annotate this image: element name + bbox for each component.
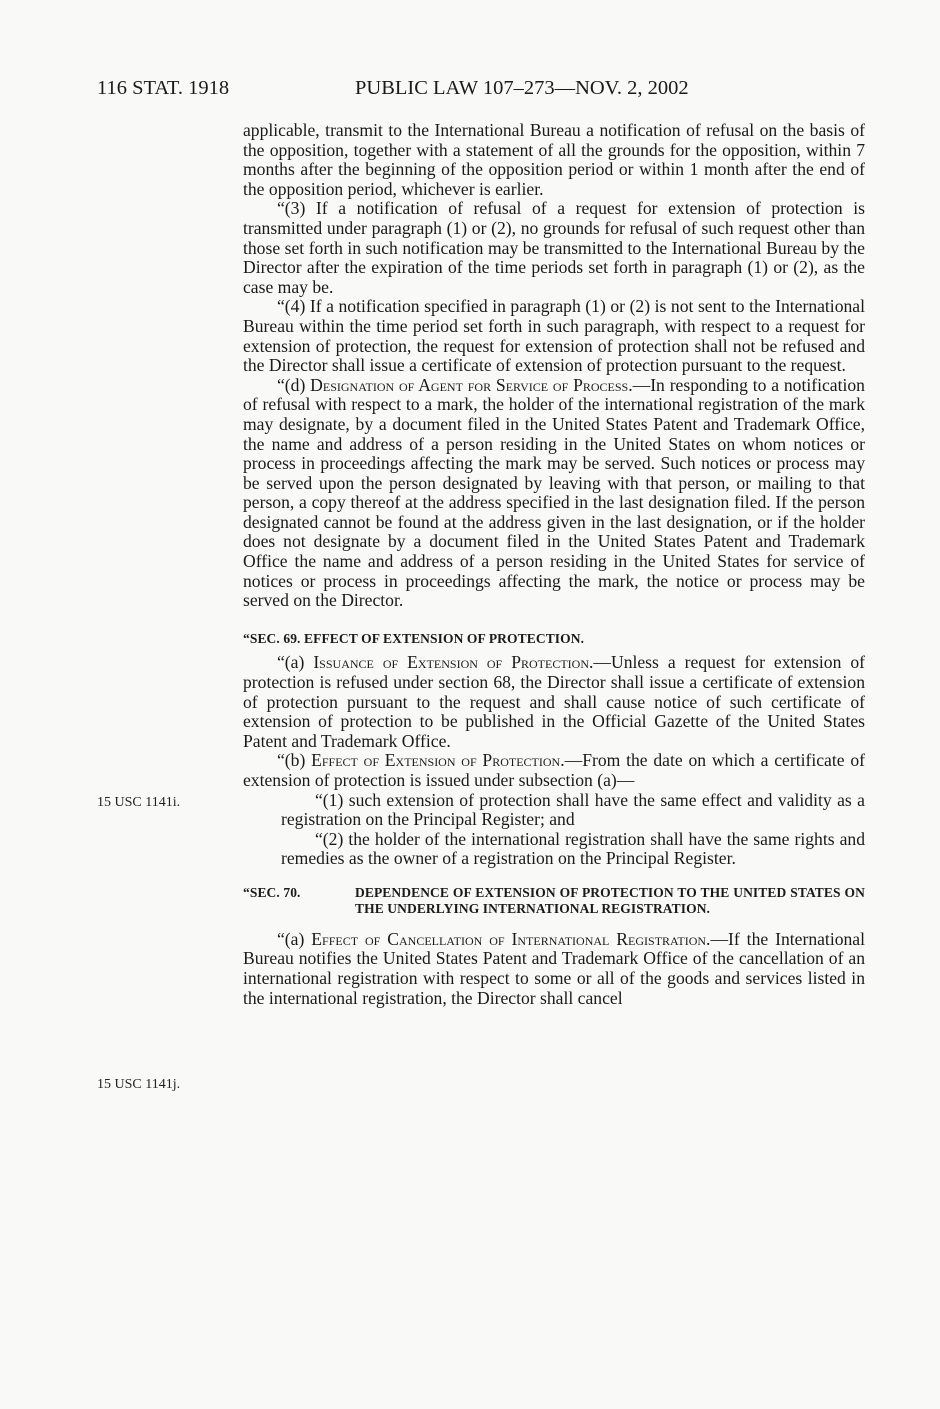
subsection-d-text: —In responding to a notification of refusal with respect to a mark, the holder of the international registration of the mark may designate, by a document filed in the United States Patent and Trademark Office, the name and address of a person residing in the United States on whom notices or process in proceedings affecting the mark may be served. Such notices or process may be served upon the person designated by leaving with that person, or mailing to that person, a copy thereof at the address specified in the last designation filed. If the person designated cannot be found at the address given in the last designation, or if the holder does not designate by a document filed in the United States Patent and Trademark Office the name and address of a person residing in the United States for service of notices or process in proceedings affecting the mark, the notice or process may be served on the Director. — [243, 374, 865, 611]
paragraph-69b1: “(1) such extension of protection shall have the same effect and validity as a registration on the Principal Register; and — [281, 789, 865, 830]
subsection-d — [243, 376, 865, 611]
paragraph-4: “(4) If a notification specified in paragraph (1) or (2) is not sent to the International Bureau within the time period set forth in such paragraph, with respect to a request for extension of protection, the request for extension of protection shall not be refused and the Director shall issue a certificate of extension of protection pursuant to the request. — [243, 296, 865, 376]
section-70-label: “SEC. 70. — [243, 884, 301, 900]
subsection-70a-heading: Effect of Cancellation of International Registration. — [311, 928, 711, 949]
subsection-70a-text: —If the International Bureau notifies the United States Patent and Trademark Office of the cancellation of an international registration with respect to some or all of the goods and services listed in the international registration, the Director shall cancel — [243, 928, 865, 1008]
paragraph-3: “(3) If a notification of refusal of a request for extension of protection is transmitted under paragraph (1) or (2), no grounds for refusal of such request other than those set forth in such notification may be transmitted to the International Bureau by the Director after the expiration of the time periods set forth in paragraph (1) or (2), as the case may be. — [243, 198, 865, 297]
subsection-d-prefix: “(d) — [277, 374, 311, 395]
paragraph-continuation: applicable, transmit to the International Bureau a notification of refusal on the basis of the opposition, together with a statement of all the grounds for the opposition, within 7 months after the beginning of the opposition period or within 1 month after the end of the opposition period, whichever is earlier. — [243, 120, 865, 199]
margin-note-sec70: 15 USC 1141j. — [97, 1077, 181, 1092]
statute-page-number: 116 STAT. 1918 — [97, 77, 230, 99]
margin-note-sec69: 15 USC 1141i. — [97, 795, 181, 810]
subsection-69b — [243, 751, 865, 790]
section-70-title: DEPENDENCE OF EXTENSION OF PROTECTION TO THE UNITED STATES ON THE UNDERLYING INTERNATIONAL REGISTRATION. — [355, 884, 865, 917]
subsection-d-heading: Designation of Agent for Service of Process. — [310, 374, 633, 395]
page-header — [97, 74, 757, 102]
subsection-69a-heading: Issuance of Extension of Protection. — [313, 652, 594, 673]
paragraph-69b2: “(2) the holder of the international registration shall have the same rights and remedies as the owner of a registration on the Principal Register. — [281, 828, 865, 869]
section-70-heading — [243, 885, 865, 918]
subsection-69b-prefix: “(b) — [277, 750, 312, 771]
subsection-69a — [243, 653, 865, 751]
subsection-70a — [243, 930, 865, 1008]
subsection-69b-text: —From the date on which a certificate of extension of protection is issued under subsection (a)— — [243, 750, 865, 790]
subsection-69a-prefix: “(a) — [277, 652, 314, 673]
subsection-70a-prefix: “(a) — [277, 928, 312, 949]
public-law-citation: PUBLIC LAW 107–273—NOV. 2, 2002 — [355, 77, 689, 99]
section-69-heading: “SEC. 69. EFFECT OF EXTENSION OF PROTECTION. — [243, 630, 585, 646]
subsection-69b-heading: Effect of Extension of Protection. — [311, 750, 565, 771]
main-text-column — [243, 121, 865, 1008]
subsection-69a-text: —Unless a request for extension of protection is refused under section 68, the Director shall issue a certificate of extension of protection pursuant to the request and shall cause notice of such certificate of extension of protection to be published in the Official Gazette of the United States Patent and Trademark Office. — [243, 652, 865, 751]
